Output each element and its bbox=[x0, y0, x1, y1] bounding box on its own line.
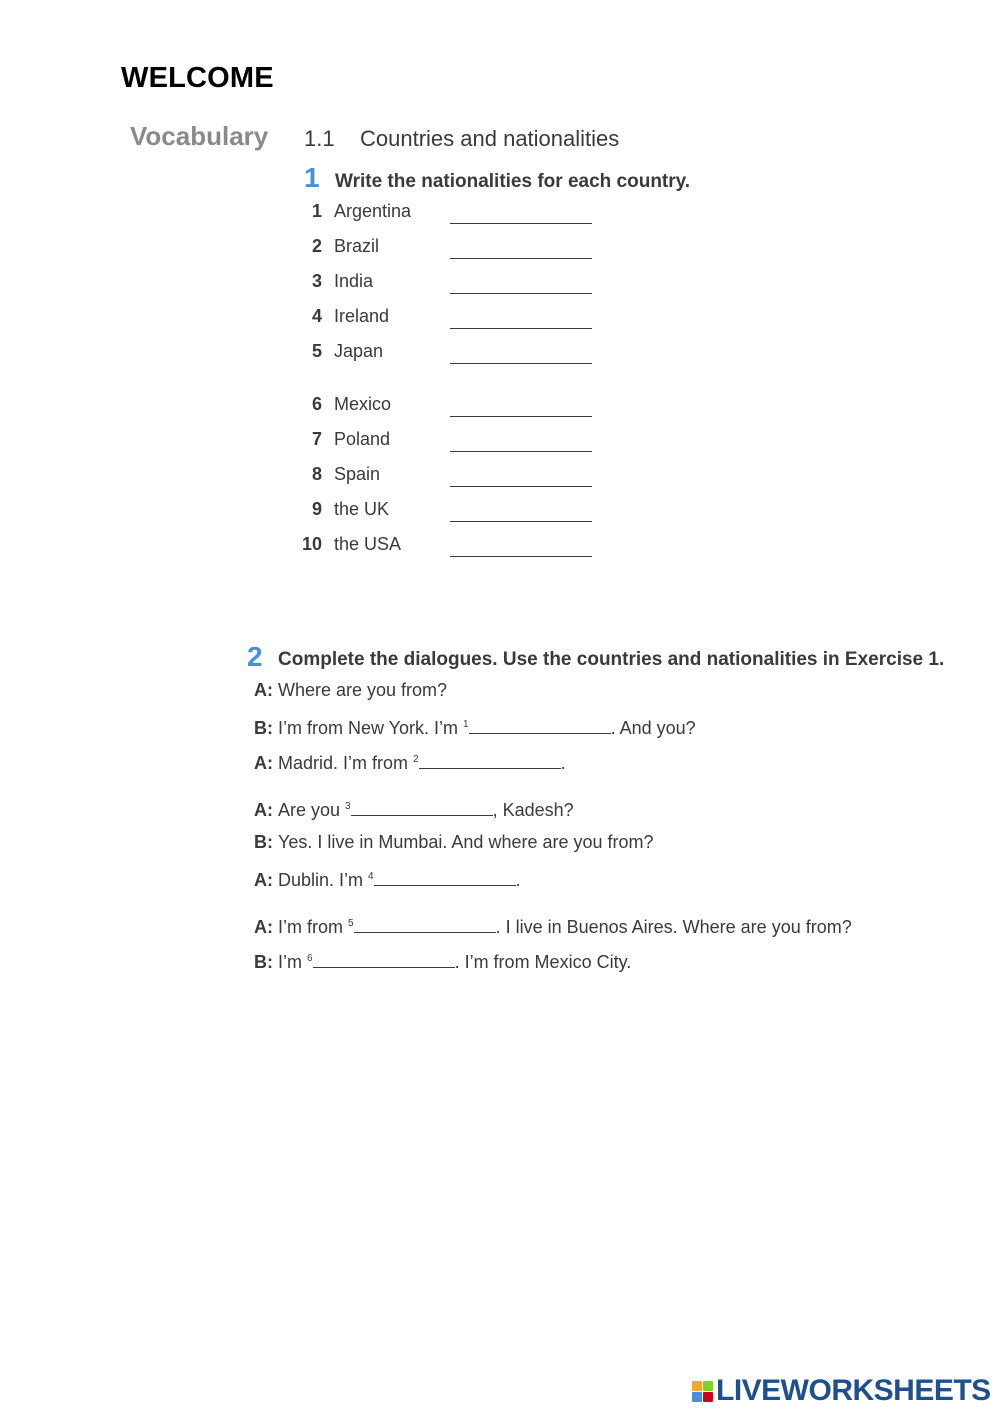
speaker-label: A: bbox=[254, 680, 273, 700]
answer-blank[interactable] bbox=[450, 536, 592, 557]
answer-blank[interactable] bbox=[354, 914, 496, 933]
line-text: Dublin. I’m bbox=[278, 870, 369, 890]
item-number: 6 bbox=[311, 394, 322, 414]
section-label: Vocabulary bbox=[130, 121, 269, 151]
page-title: WELCOME bbox=[121, 62, 274, 94]
answer-blank[interactable] bbox=[419, 750, 561, 769]
item-number: 9 bbox=[311, 499, 322, 519]
dialogue-line bbox=[254, 949, 631, 973]
country-name: India bbox=[334, 271, 374, 291]
answer-blank[interactable] bbox=[313, 949, 455, 968]
speaker-label: B: bbox=[254, 718, 273, 738]
dialogue-line bbox=[254, 715, 696, 739]
item-number: 7 bbox=[311, 429, 322, 449]
line-text-after: . I live in Buenos Aires. Where are you from? bbox=[495, 917, 852, 937]
item-number: 3 bbox=[311, 271, 322, 291]
line-text: I’m from New York. I’m bbox=[278, 718, 464, 738]
line-text-after: . I’m from Mexico City. bbox=[454, 952, 632, 972]
answer-blank[interactable] bbox=[374, 867, 516, 886]
line-text: Madrid. I’m from bbox=[278, 753, 414, 773]
speaker-label: B: bbox=[254, 832, 273, 852]
line-text: I’m from bbox=[278, 917, 348, 937]
country-name: Japan bbox=[334, 341, 384, 361]
speaker-label: A: bbox=[254, 870, 273, 890]
answer-blank[interactable] bbox=[450, 273, 592, 294]
answer-blank[interactable] bbox=[450, 396, 592, 417]
dialogue-line bbox=[254, 832, 654, 853]
speaker-label: A: bbox=[254, 753, 273, 773]
vocab-row bbox=[300, 306, 600, 332]
logo-square-4 bbox=[703, 1392, 713, 1402]
exercise-2-number: 2 bbox=[247, 641, 263, 672]
item-number: 5 bbox=[311, 341, 322, 361]
vocab-row bbox=[300, 429, 600, 455]
vocab-row bbox=[300, 534, 600, 560]
line-text: Are you bbox=[278, 800, 346, 820]
logo-square-2 bbox=[703, 1381, 713, 1391]
vocab-row bbox=[300, 201, 600, 227]
country-name: the USA bbox=[334, 534, 402, 554]
line-text-after: . And you? bbox=[610, 718, 696, 738]
country-name: Brazil bbox=[334, 236, 380, 256]
item-number: 10 bbox=[301, 534, 322, 554]
line-text: Yes. I live in Mumbai. And where are you from? bbox=[278, 832, 654, 852]
answer-blank[interactable] bbox=[450, 308, 592, 329]
answer-blank[interactable] bbox=[450, 431, 592, 452]
item-number: 1 bbox=[311, 201, 322, 221]
line-text-after: . bbox=[560, 753, 566, 773]
exercise-1-instruction: Write the nationalities for each country. bbox=[335, 171, 691, 192]
line-text-after: , Kadesh? bbox=[492, 800, 574, 820]
item-number: 4 bbox=[311, 306, 322, 326]
vocab-row bbox=[300, 464, 600, 490]
vocab-row bbox=[300, 271, 600, 297]
country-name: Mexico bbox=[334, 394, 392, 414]
line-text: Where are you from? bbox=[278, 680, 448, 700]
answer-blank[interactable] bbox=[450, 501, 592, 522]
speaker-label: B: bbox=[254, 952, 273, 972]
dialogue-line bbox=[254, 867, 521, 891]
item-number: 8 bbox=[311, 464, 322, 484]
dialogue-line bbox=[254, 797, 574, 821]
country-name: Ireland bbox=[334, 306, 390, 326]
answer-blank[interactable] bbox=[450, 238, 592, 259]
line-text: I’m bbox=[278, 952, 307, 972]
exercise-2-instruction: Complete the dialogues. Use the countries and nationalities in Exercise 1. bbox=[278, 649, 945, 670]
logo-square-3 bbox=[692, 1392, 702, 1402]
country-name: Argentina bbox=[334, 201, 412, 221]
answer-blank[interactable] bbox=[450, 343, 592, 364]
liveworksheets-logo bbox=[692, 1374, 991, 1408]
answer-blank[interactable] bbox=[450, 466, 592, 487]
speaker-label: A: bbox=[254, 800, 273, 820]
country-name: the UK bbox=[334, 499, 390, 519]
dialogue-line bbox=[254, 680, 447, 701]
gap-number: 6 bbox=[307, 953, 313, 964]
gap-number: 1 bbox=[463, 719, 469, 730]
answer-blank[interactable] bbox=[450, 203, 592, 224]
exercise-1-number: 1 bbox=[304, 162, 320, 193]
line-text-after: . bbox=[515, 870, 521, 890]
logo-mark-icon bbox=[692, 1381, 713, 1402]
vocab-row bbox=[300, 236, 600, 262]
vocab-row bbox=[300, 499, 600, 525]
dialogue-line bbox=[254, 750, 566, 774]
vocab-row bbox=[300, 394, 600, 420]
section-title: Countries and nationalities bbox=[360, 126, 620, 151]
gap-number: 4 bbox=[368, 871, 374, 882]
logo-square-1 bbox=[692, 1381, 702, 1391]
vocab-row bbox=[300, 341, 600, 367]
country-name: Poland bbox=[334, 429, 391, 449]
answer-blank[interactable] bbox=[469, 715, 611, 734]
item-number: 2 bbox=[311, 236, 322, 256]
country-name: Spain bbox=[334, 464, 381, 484]
speaker-label: A: bbox=[254, 917, 273, 937]
section-number: 1.1 bbox=[304, 126, 335, 151]
logo-text: LIVEWORKSHEETS bbox=[716, 1374, 991, 1407]
gap-number: 2 bbox=[413, 754, 419, 765]
gap-number: 3 bbox=[345, 801, 351, 812]
gap-number: 5 bbox=[348, 918, 354, 929]
answer-blank[interactable] bbox=[351, 797, 493, 816]
dialogue-line bbox=[254, 914, 852, 938]
